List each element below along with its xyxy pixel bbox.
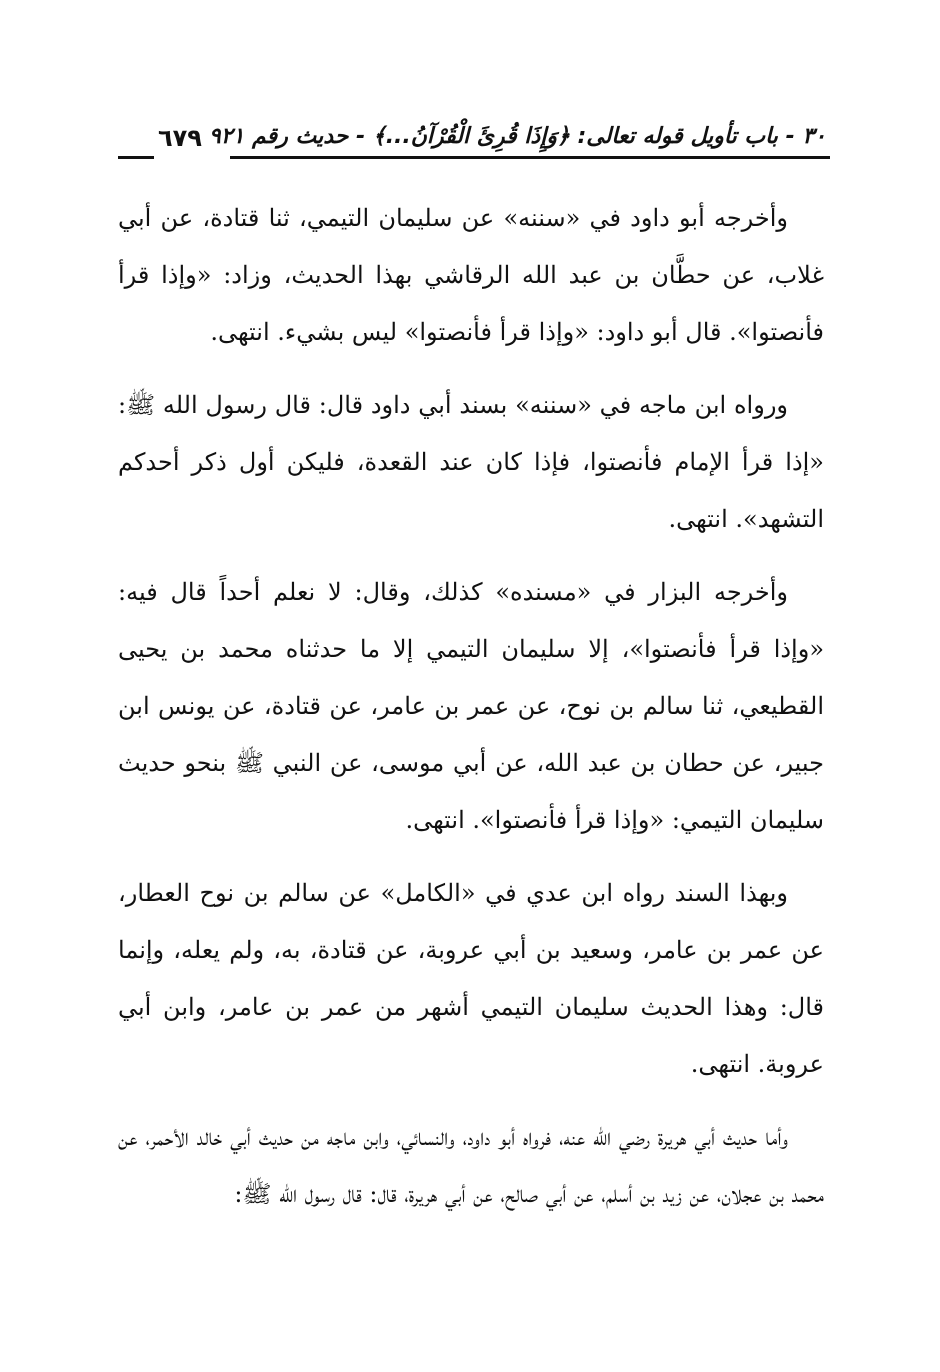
body-text <box>118 190 824 1239</box>
header-rule <box>230 156 830 159</box>
page-number-dash <box>118 156 154 159</box>
page-number: ٦٧٩ <box>158 124 202 152</box>
paragraph-ibn-majah: ورواه ابن ماجه في «سننه» بسند أبي داود قال: قال رسول الله ﷺ: «إذا قرأ الإمام فأنصتوا، فإذا كان عند القعدة، فليكن أول ذكر أحدكم التشهد». انتهى. <box>118 391 824 533</box>
running-header <box>118 118 830 168</box>
paragraph-bazzar: وأخرجه البزار في «مسنده» كذلك، وقال: لا نعلم أحداً قال فيه: «وإذا قرأ فأنصتوا»، إلا سليمان التيمي إلا ما حدثناه محمد بن يحيى القطيعي، ثنا سالم بن نوح، عن عمر بن عامر، عن قتادة، عن يونس ابن جبير، عن حطان بن عبد الله، عن أبي موسى، عن النبي ﷺ بنحو حديث سليمان التيمي: «وإذا قرأ فأنصتوا». انتهى. <box>118 578 825 834</box>
paragraph-abu-dawud: وأخرجه أبو داود في «سننه» عن سليمان التيمي، ثنا قتادة، عن أبي غلاب، عن حطَّان بن عبد الله الرقاشي بهذا الحديث، وزاد: «وإذا قرأ فأنصتوا». قال أبو داود: «وإذا قرأ فأنصتوا» ليس بشيء. انتهى. <box>118 204 824 346</box>
chapter-title: ٣٠ - باب تأويل قوله تعالى: ﴿وَإِذَا قُرِئَ الْقُرْآنُ...﴾ - حديث رقم ٩٢١ <box>208 124 826 149</box>
paragraph-abu-hurayra: وأما حديث أبي هريرة رضي الله عنه، فرواه أبو داود، والنسائي، وابن ماجه من حديث أبي خالد الأحمر، عن محمد بن عجلان، عن زيد بن أسلم، عن أبي صالح، عن أبي هريرة، قال: قال رسول الله ﷺ: <box>118 1123 824 1208</box>
paragraph-ibn-adi: وبهذا السند رواه ابن عدي في «الكامل» عن سالم بن نوح العطار، عن عمر بن عامر، وسعيد بن أبي عروبة، عن قتادة، به، ولم يعله، وإنما قال: وهذا الحديث سليمان التيمي أشهر من عمر بن عامر، وابن أبي عروبة. انتهى. <box>118 879 824 1078</box>
